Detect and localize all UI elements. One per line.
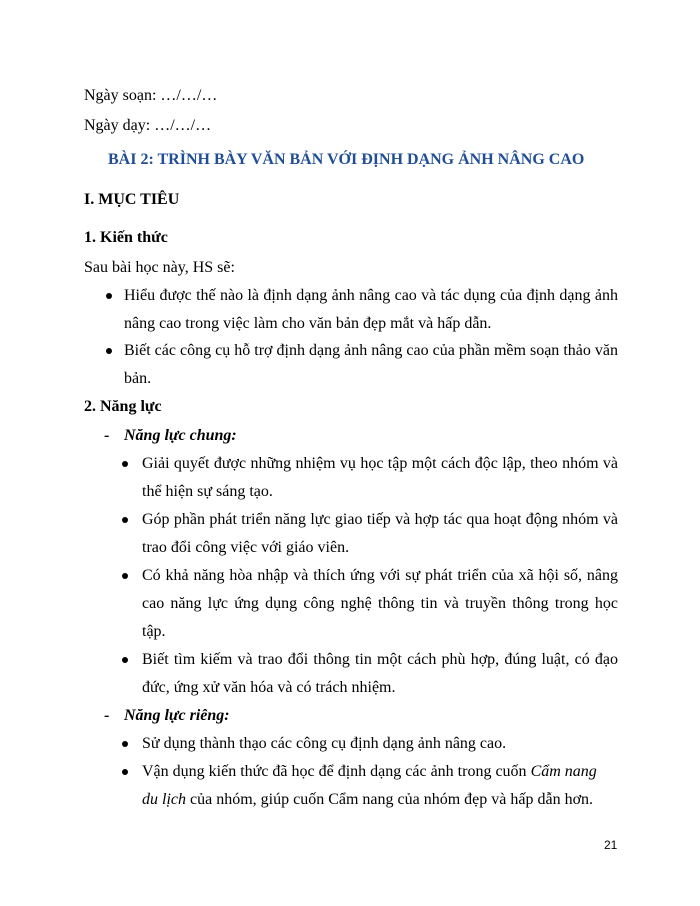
bullet-icon (122, 657, 128, 663)
knowledge-intro: Sau bài học này, HS sẽ: (84, 259, 235, 276)
general-item-2-line-2: trao đổi công việc với giáo viên. (142, 539, 350, 556)
general-competency-heading: Năng lực chung: (124, 427, 237, 444)
dash-icon: - (104, 707, 110, 724)
knowledge-item-1-line-2: nâng cao trong việc làm cho văn bản đẹp mắt và hấp dẫn. (124, 315, 492, 332)
bullet-icon (106, 348, 112, 354)
general-item-4-line-2: đức, ứng xử văn hóa và có trách nhiệm. (142, 679, 396, 696)
knowledge-item-1-line-1: Hiểu được thế nào là định dạng ảnh nâng cao và tác dụng của định dạng ảnh (124, 287, 618, 304)
bullet-icon (122, 741, 128, 747)
specific-item-2-line-2 (142, 790, 593, 810)
specific-item-2-line-1 (142, 762, 597, 782)
subheading-competency: 2. Năng lực (84, 398, 162, 415)
subheading-knowledge: 1. Kiến thức (84, 229, 168, 246)
general-item-1-line-1: Giải quyết được những nhiệm vụ học tập một cách độc lập, theo nhóm và (142, 455, 618, 472)
knowledge-item-2-line-1: Biết các công cụ hỗ trợ định dạng ảnh nâng cao của phần mềm soạn thảo văn (124, 342, 618, 359)
specific-item-2-text: Vận dụng kiến thức đã học để định dạng các ảnh trong cuốn (142, 763, 527, 780)
general-item-2-line-1: Góp phần phát triển năng lực giao tiếp và hợp tác qua hoạt động nhóm và (142, 511, 618, 528)
specific-item-2-text-cont: của nhóm, giúp cuốn Cẩm nang của nhóm đẹp và hấp dẫn hơn. (186, 791, 594, 808)
specific-competency-heading: Năng lực riêng: (124, 707, 230, 724)
date-prepared: Ngày soạn: …/…/… (84, 87, 218, 104)
date-taught: Ngày dạy: …/…/… (84, 117, 212, 134)
general-item-3-line-3: tập. (142, 623, 166, 640)
general-item-3-line-1: Có khả năng hòa nhập và thích ứng với sự phát triển của xã hội số, nâng (142, 567, 618, 584)
bullet-icon (122, 769, 128, 775)
specific-item-2-italic-title: Cẩm nang (530, 763, 597, 780)
lesson-title: BÀI 2: TRÌNH BÀY VĂN BẢN VỚI ĐỊNH DẠNG ẢNH NÂNG CAO (108, 151, 585, 168)
specific-item-1: Sử dụng thành thạo các công cụ định dạng ảnh nâng cao. (142, 735, 507, 752)
page-number: 21 (604, 838, 618, 852)
general-item-4-line-1: Biết tìm kiếm và trao đổi thông tin một cách phù hợp, đúng luật, có đạo (142, 651, 618, 668)
bullet-icon (122, 517, 128, 523)
general-item-3-line-2: cao năng lực ứng dụng công nghệ thông tin và truyền thông trong học (142, 595, 618, 612)
section-heading-objectives: I. MỤC TIÊU (84, 191, 180, 208)
specific-item-2-italic-title-cont: du lịch (142, 791, 186, 808)
bullet-icon (106, 293, 112, 299)
bullet-icon (122, 461, 128, 467)
dash-icon: - (104, 427, 110, 444)
bullet-icon (122, 573, 128, 579)
general-item-1-line-2: thể hiện sự sáng tạo. (142, 483, 273, 500)
knowledge-item-2-line-2: bản. (124, 370, 152, 387)
